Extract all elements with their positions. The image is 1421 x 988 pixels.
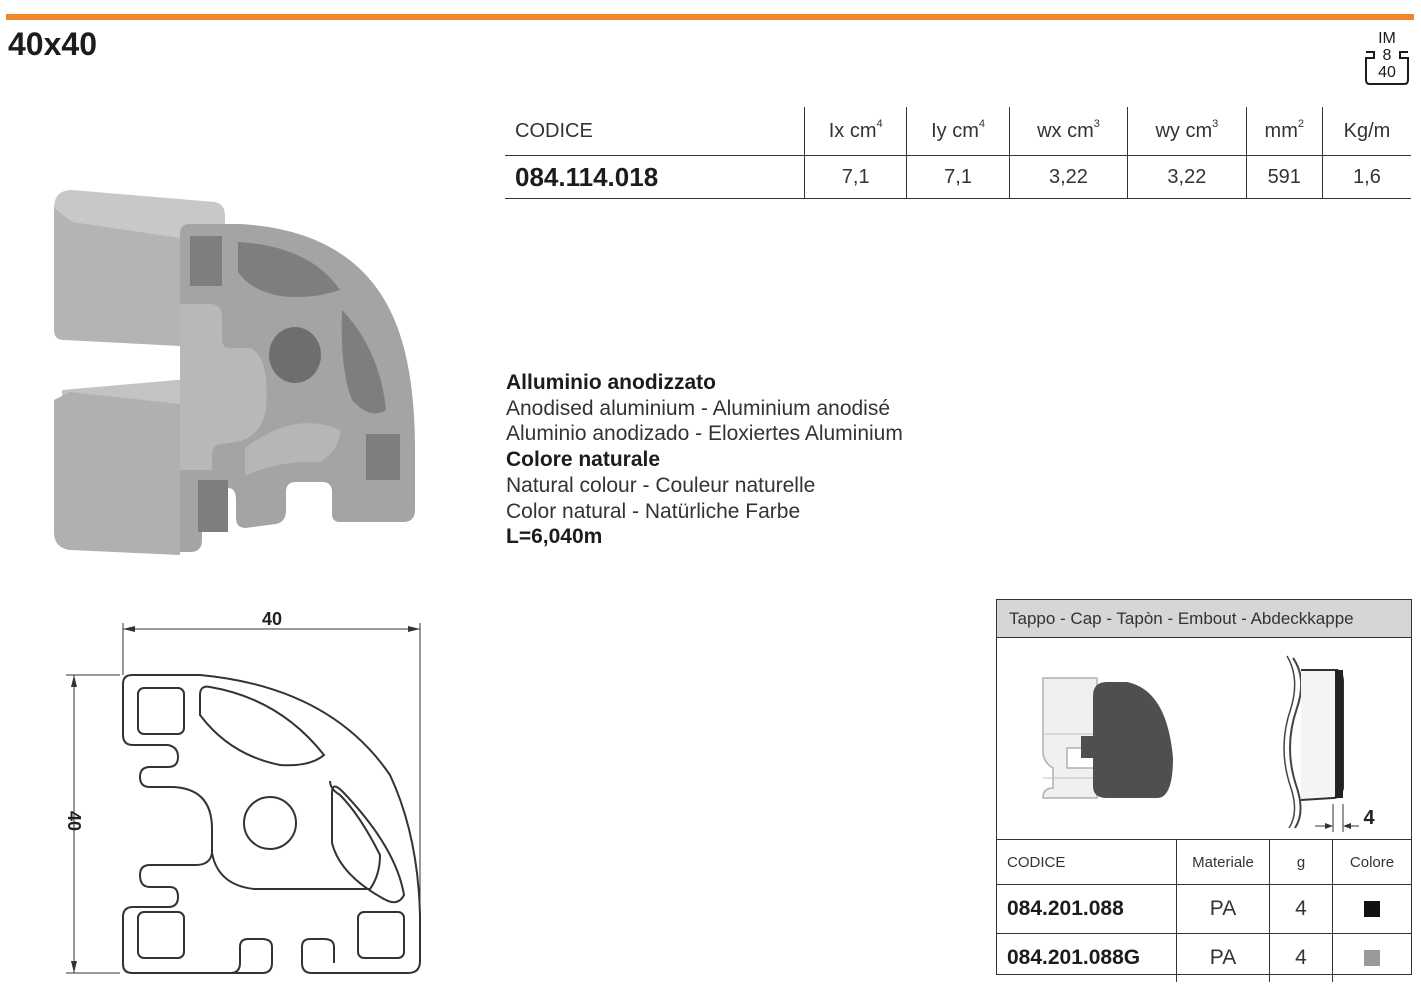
width-dimension: 40 — [261, 609, 283, 629]
spec-header-area: $mm^2$ — [1246, 107, 1322, 156]
profile-length: L=6,040m — [506, 525, 603, 549]
cap-color — [1333, 934, 1412, 983]
badge-line1: IM — [1378, 30, 1396, 47]
header-accent-bar — [6, 14, 1414, 20]
spec-table — [505, 107, 1411, 199]
cap-thickness-dimension: 4 — [1363, 807, 1375, 829]
spec-header-codice: CODICE — [505, 107, 805, 156]
spec-header-iy: Iy $cm^4$ — [907, 107, 1009, 156]
material-es-de: Aluminio anodizado - Eloxiertes Aluminium — [506, 422, 903, 446]
cap-table — [997, 839, 1411, 982]
color-swatch-grey — [1364, 950, 1380, 966]
table-row — [997, 885, 1411, 934]
im-profile-badge — [1360, 30, 1414, 88]
colour-en-fr: Natural colour - Couleur naturelle — [506, 473, 816, 497]
cap-code: 084.201.088G — [997, 934, 1177, 983]
cap-material: PA — [1177, 934, 1270, 983]
spec-header-wy: wy $cm^3$ — [1128, 107, 1246, 156]
badge-line3: 40 — [1378, 64, 1396, 81]
material-en-fr: Anodised aluminium - Aluminium anodisé — [506, 396, 891, 420]
cap-weight: 4 — [1270, 885, 1333, 934]
table-row — [505, 156, 1411, 199]
cap-header-codice: CODICE — [997, 840, 1177, 885]
spec-header-wx: wx $cm^3$ — [1009, 107, 1127, 156]
spec-iy: 7,1 — [907, 156, 1009, 199]
table-row — [997, 934, 1411, 983]
colour-es-de: Color natural - Natürliche Farbe — [506, 499, 801, 523]
profile-technical-drawing — [40, 595, 440, 980]
height-dimension: 40 — [64, 810, 84, 832]
color-swatch-black — [1364, 901, 1380, 917]
spec-header-row — [505, 107, 1411, 156]
spec-ix: 7,1 — [805, 156, 907, 199]
spec-header-ix: Ix $cm^4$ — [805, 107, 907, 156]
cap-material: PA — [1177, 885, 1270, 934]
cap-header-colore: Colore — [1333, 840, 1412, 885]
material-it: Alluminio anodizzato — [506, 371, 716, 394]
profile-3d-render — [40, 180, 430, 565]
spec-weight: 1,6 — [1322, 156, 1411, 199]
cap-header-row — [997, 840, 1411, 885]
spec-header-weight: Kg/m — [1322, 107, 1411, 156]
material-description — [506, 370, 903, 550]
cap-weight: 4 — [1270, 934, 1333, 983]
cap-header-g: g — [1270, 840, 1333, 885]
page-title: 40x40 — [8, 26, 97, 62]
cap-color — [1333, 885, 1412, 934]
badge-line2: 8 — [1382, 47, 1392, 64]
spec-code: 084.114.018 — [505, 156, 805, 199]
cap-code: 084.201.088 — [997, 885, 1177, 934]
cap-title: Tappo - Cap - Tapòn - Embout - Abdeckkappe — [997, 600, 1411, 638]
colour-it: Colore naturale — [506, 448, 661, 472]
spec-area: 591 — [1246, 156, 1322, 199]
spec-wy: 3,22 — [1128, 156, 1246, 199]
cap-illustration — [997, 638, 1411, 838]
cap-header-materiale: Materiale — [1177, 840, 1270, 885]
spec-wx: 3,22 — [1009, 156, 1127, 199]
cap-panel — [996, 599, 1412, 975]
